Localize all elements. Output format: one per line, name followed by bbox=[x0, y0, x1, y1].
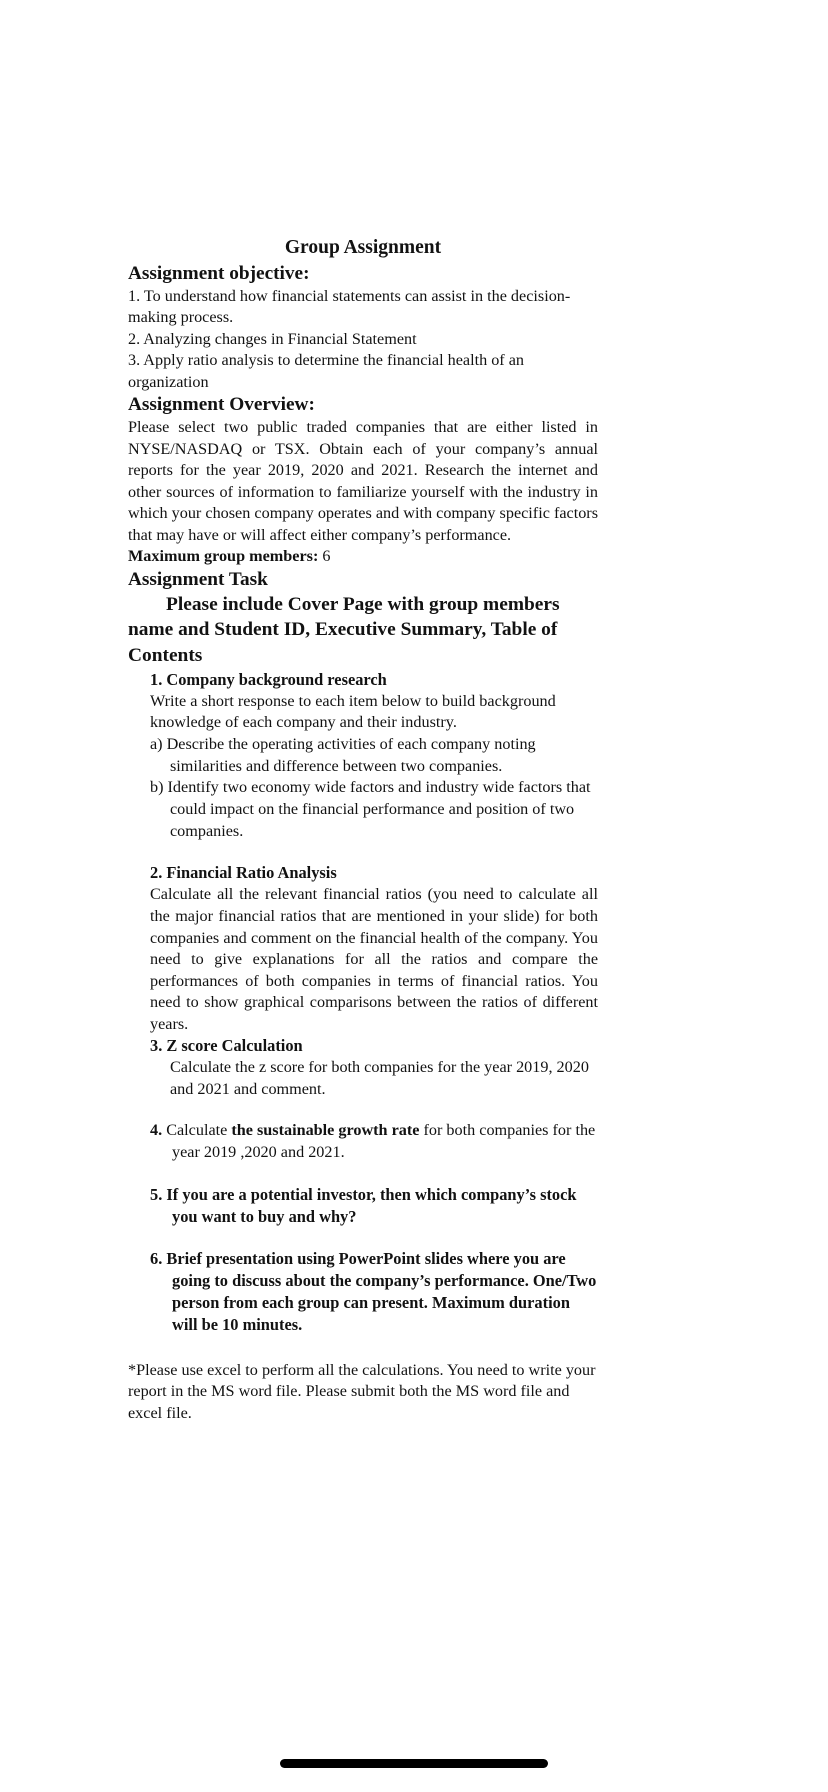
task-1-subitem-b: b) Identify two economy wide factors and industry wide factors that could impact on the financial performance and position of two companies. bbox=[150, 778, 591, 840]
task-4-text-bold: the sustainable growth rate bbox=[231, 1121, 420, 1140]
task-3-body: Calculate the z score for both companies for the year 2019, 2020 and 2021 and comment. bbox=[170, 1058, 589, 1098]
maximum-group-members-label: Maximum group members: bbox=[128, 547, 319, 566]
task-6-text: Brief presentation using PowerPoint slides where you are going to discuss about the company’s performance. One/Two person from each group can present. Maximum duration will be 10 minutes. bbox=[166, 1248, 597, 1334]
task-6-number: 6. bbox=[150, 1248, 163, 1268]
task-2-heading: 2. Financial Ratio Analysis bbox=[150, 863, 337, 883]
task-6 bbox=[150, 1248, 598, 1336]
task-4-text-before: Calculate bbox=[166, 1121, 232, 1140]
spacer bbox=[150, 842, 598, 862]
cover-page-note: Please include Cover Page with group members name and Student ID, Executive Summary, Table of Contents bbox=[128, 593, 560, 667]
spacer bbox=[150, 1100, 598, 1120]
objective-item-1: 1. To understand how financial statements can assist in the decision-making process. bbox=[128, 286, 571, 327]
assignment-objective-heading: Assignment objective: bbox=[128, 262, 310, 284]
task-4-number: 4. bbox=[150, 1121, 163, 1140]
task-3-heading: 3. Z score Calculation bbox=[150, 1036, 303, 1056]
assignment-overview-paragraph: Please select two public traded companies that are either listed in NYSE/NASDAQ or TSX. Obtain each of your company’s annual reports for the year 2019, 2020 and 2021. Research the internet and other sources of information to familiarize yourself with the industry in which your chosen company operates and with company specific factors that may have or will affect either company’s performance. bbox=[128, 417, 598, 544]
task-1-body: Write a short response to each item below to build background knowledge of each company and their industry. bbox=[150, 692, 556, 732]
task-5 bbox=[150, 1184, 598, 1228]
assignment-overview-heading: Assignment Overview: bbox=[128, 394, 315, 416]
task-4-text-after: for both companies for the year 2019 ,2020 and 2021. bbox=[172, 1121, 596, 1161]
assignment-task-heading: Assignment Task bbox=[128, 568, 268, 590]
page-title: Group Assignment bbox=[284, 237, 442, 258]
spacer bbox=[128, 1336, 598, 1360]
task-1-subitem-a: a) Describe the operating activities of each company noting similarities and difference between two companies. bbox=[150, 734, 536, 775]
task-2-body: Calculate all the relevant financial ratios (you need to calculate all the major financial ratios that are mentioned in your slide) for both companies and comment on the financial health of the company. You need to give explanations for all the ratios and compare the performances of both companies in terms of financial ratios. You need to show graphical comparisons between the ratios of different years. bbox=[150, 885, 598, 1033]
maximum-group-members bbox=[128, 546, 598, 567]
task-5-number: 5. bbox=[150, 1184, 163, 1204]
maximum-group-members-value: 6 bbox=[322, 547, 331, 566]
objective-item-3: 3. Apply ratio analysis to determine the financial health of an organization bbox=[128, 351, 525, 391]
home-indicator bbox=[280, 1759, 548, 1768]
spacer bbox=[150, 1164, 598, 1184]
document-content bbox=[128, 236, 598, 1425]
task-list bbox=[150, 669, 598, 1335]
task-4 bbox=[150, 1120, 598, 1163]
footnote: *Please use excel to perform all the calculations. You need to write your report in the MS word file. Please submit both the MS word file and excel file. bbox=[128, 1360, 596, 1423]
task-5-text: If you are a potential investor, then which company’s stock you want to buy and why? bbox=[166, 1184, 577, 1226]
objective-item-2: 2. Analyzing changes in Financial Statement bbox=[128, 329, 417, 348]
spacer bbox=[150, 1228, 598, 1248]
task-1-heading: 1. Company background research bbox=[150, 670, 387, 690]
